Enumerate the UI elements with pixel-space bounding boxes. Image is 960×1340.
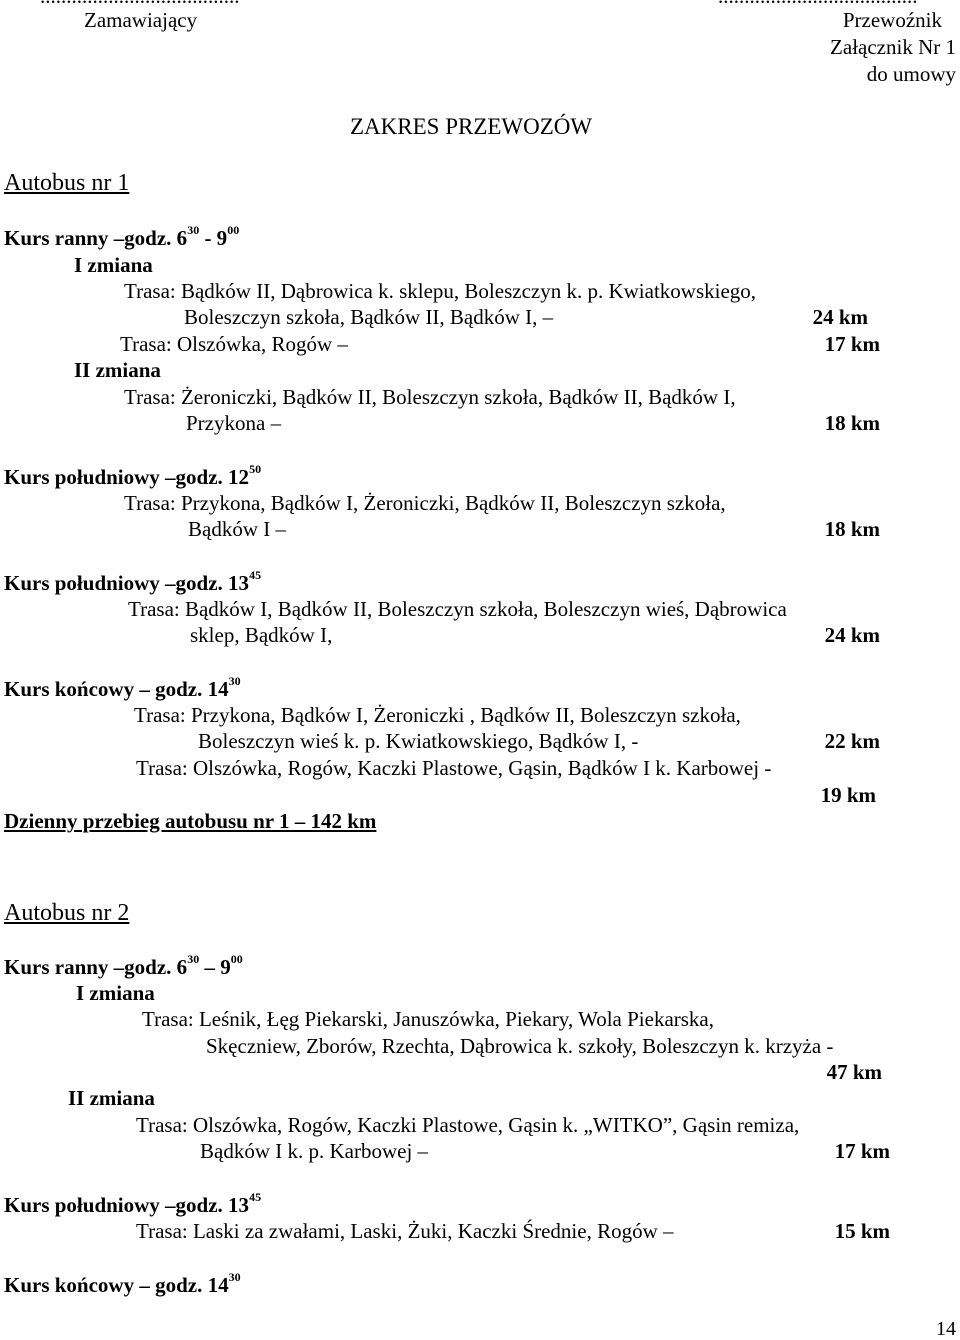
bus2-heading: Autobus nr 2 — [4, 900, 130, 926]
bus1-route6-line1: Trasa: Przykona, Bądków I, Żeroniczki , Bądków II, Boleszczyn szkoła, — [134, 703, 741, 727]
bus1-route4-line2: Bądków I – — [188, 517, 286, 541]
party-left-label: Zamawiający — [84, 8, 198, 32]
bus1-route1-line1: Trasa: Bądków II, Dąbrowica k. sklepu, Boleszczyn k. p. Kwiatkowskiego, — [124, 279, 757, 303]
page-number: 14 — [936, 1318, 956, 1340]
bus1-route6-km: 22 km — [824, 729, 880, 753]
bus1-route2-km: 17 km — [824, 332, 880, 356]
attachment-label: Załącznik Nr 1 — [830, 35, 956, 59]
bus1-route1-km: 24 km — [812, 305, 868, 329]
bus1-route2-line1: Trasa: Olszówka, Rogów – — [120, 332, 348, 356]
bus1-route5-line2: sklep, Bądków I, — [190, 623, 333, 647]
bus1-daily-mileage: Dzienny przebieg autobusu nr 1 – 142 km — [4, 809, 377, 833]
bus1-kurs-ranny: Kurs ranny –godz. $6^{30} - 9^{00}$ — [4, 223, 240, 250]
signature-line-left — [40, 0, 240, 7]
bus2-shift-2: II zmiana — [68, 1086, 155, 1110]
bus1-route3-km: 18 km — [824, 411, 880, 435]
bus1-route7-line1: Trasa: Olszówka, Rogów, Kaczki Plastowe, Gąsin, Bądków I k. Karbowej - — [136, 756, 772, 780]
bus2-route1-line2: Skęczniew, Zborów, Rzechta, Dąbrowica k. szkoły, Boleszczyn k. krzyża - — [206, 1034, 834, 1058]
party-right-label: Przewoźnik — [842, 8, 942, 32]
bus2-route3-line1: Trasa: Laski za zwałami, Laski, Żuki, Kaczki Średnie, Rogów – — [136, 1219, 674, 1243]
bus1-route6-line2: Boleszczyn wieś k. p. Kwiatkowskiego, Bądków I, - — [198, 729, 639, 753]
bus1-shift-1: I zmiana — [74, 253, 153, 277]
bus1-kurs-koncowy: Kurs końcowy – godz. $14^{30}$ — [4, 674, 241, 701]
bus1-kurs-poludniowy-1: Kurs południowy –godz. $12^{50}$ — [4, 462, 262, 489]
bus2-route3-km: 15 km — [834, 1219, 890, 1243]
signature-line-right — [718, 0, 918, 7]
bus1-shift-2: II zmiana — [74, 358, 161, 382]
bus2-route1-line1: Trasa: Leśnik, Łęg Piekarski, Januszówka, Piekary, Wola Piekarska, — [142, 1007, 715, 1031]
bus1-kurs-poludniowy-2: Kurs południowy –godz. $13^{45}$ — [4, 568, 262, 595]
bus2-route2-line1: Trasa: Olszówka, Rogów, Kaczki Plastowe, Gąsin k. „WITKO”, Gąsin remiza, — [136, 1113, 800, 1137]
bus1-route1-line2: Boleszczyn szkoła, Bądków II, Bądków I, – — [184, 305, 554, 329]
bus1-route4-km: 18 km — [824, 517, 880, 541]
bus2-kurs-ranny: Kurs ranny –godz. $6^{30} - 9^{00}$ — [4, 952, 243, 979]
bus2-route1-km: 47 km — [826, 1060, 882, 1084]
bus1-route5-line1: Trasa: Bądków I, Bądków II, Boleszczyn szkoła, Boleszczyn wieś, Dąbrowica — [128, 597, 787, 621]
bus1-route3-line1: Trasa: Żeroniczki, Bądków II, Boleszczyn szkoła, Bądków II, Bądków I, — [124, 385, 736, 409]
bus1-heading: Autobus nr 1 — [4, 170, 130, 196]
bus1-route3-line2: Przykona – — [186, 411, 282, 435]
attachment-sub-label: do umowy — [866, 62, 956, 86]
bus2-shift-1: I zmiana — [76, 981, 155, 1005]
bus2-kurs-poludniowy: Kurs południowy –godz. $13^{45}$ — [4, 1190, 262, 1217]
bus2-route2-line2: Bądków I k. p. Karbowej – — [200, 1139, 429, 1163]
bus1-route5-km: 24 km — [824, 623, 880, 647]
bus1-route7-km: 19 km — [820, 783, 876, 807]
bus2-kurs-koncowy: Kurs końcowy – godz. $14^{30}$ — [4, 1270, 241, 1297]
bus2-route2-km: 17 km — [834, 1139, 890, 1163]
document-title: ZAKRES PRZEWOZÓW — [350, 114, 593, 139]
bus1-route4-line1: Trasa: Przykona, Bądków I, Żeroniczki, Bądków II, Boleszczyn szkoła, — [124, 491, 726, 515]
